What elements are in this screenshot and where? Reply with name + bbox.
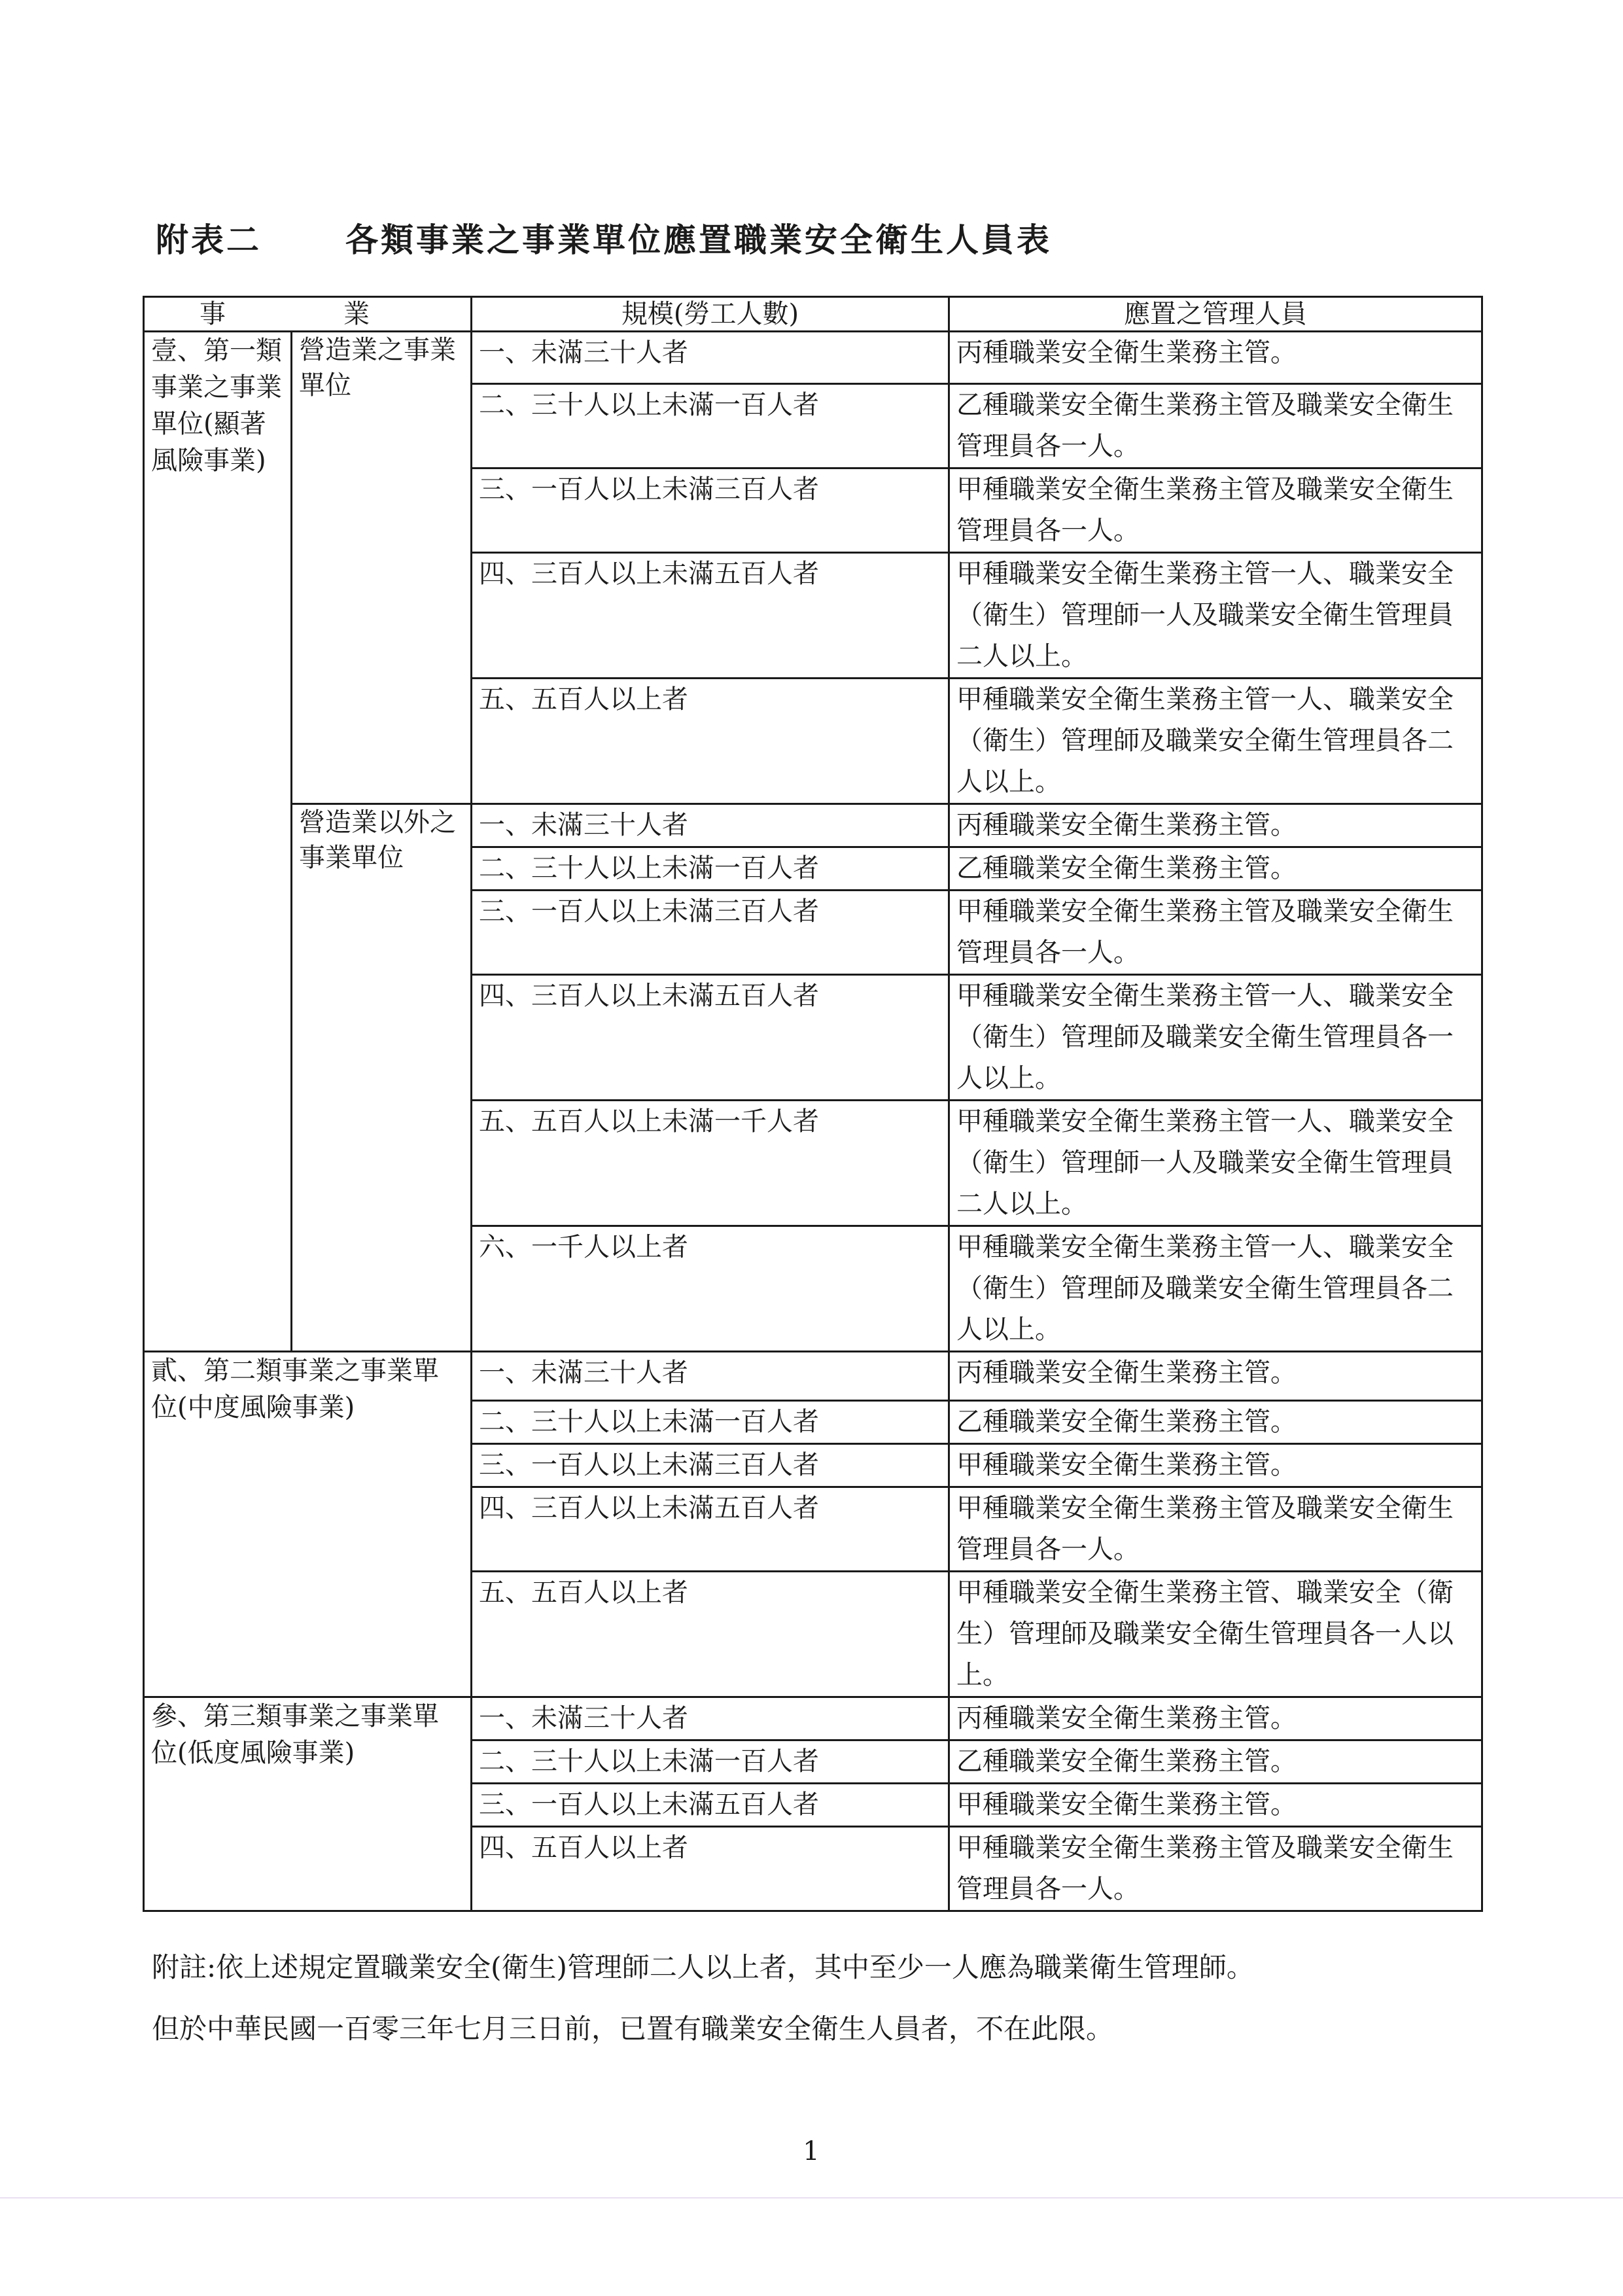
footnote-line-1: 附註:依上述規定置職業安全(衛生)管理師二人以上者，其中至少一人應為職業衛生管理師。 — [152, 1951, 1254, 1983]
staff-cell: 丙種職業安全衛生業務主管。 — [949, 804, 1482, 847]
staff-cell: 甲種職業安全衛生業務主管。 — [949, 1444, 1482, 1487]
appendix-tag: 附表二 — [156, 221, 262, 259]
staff-cell: 甲種職業安全衛生業務主管、職業安全（衛生）管理師及職業安全衛生管理員各一人以上。 — [949, 1572, 1482, 1697]
scale-cell: 三、一百人以上未滿五百人者 — [472, 1784, 949, 1827]
scale-cell: 四、三百人以上未滿五百人者 — [472, 553, 949, 679]
scale-cell: 一、未滿三十人者 — [472, 1352, 949, 1401]
staff-cell: 乙種職業安全衛生業務主管。 — [949, 847, 1482, 891]
staff-cell: 甲種職業安全衛生業務主管一人、職業安全（衛生）管理師一人及職業安全衛生管理員二人以上。 — [949, 553, 1482, 679]
staff-cell: 丙種職業安全衛生業務主管。 — [949, 1697, 1482, 1740]
staff-cell: 甲種職業安全衛生業務主管一人、職業安全（衛生）管理師及職業安全衛生管理員各一人以上。 — [949, 975, 1482, 1101]
category-2-label: 貳、第二類事業之事業單位(中度風險事業) — [144, 1352, 472, 1697]
scale-cell: 五、五百人以上者 — [472, 679, 949, 804]
staff-cell: 丙種職業安全衛生業務主管。 — [949, 332, 1482, 384]
category-1-label: 壹、第一類事業之事業單位(顯著風險事業) — [144, 332, 292, 1352]
scale-cell: 二、三十人以上未滿一百人者 — [472, 1740, 949, 1784]
page-bottom-rule — [0, 2197, 1623, 2199]
staff-cell: 乙種職業安全衛生業務主管及職業安全衛生管理員各一人。 — [949, 384, 1482, 468]
staff-cell: 甲種職業安全衛生業務主管及職業安全衛生管理員各一人。 — [949, 891, 1482, 975]
scale-cell: 一、未滿三十人者 — [472, 804, 949, 847]
table-row — [144, 1352, 1482, 1401]
staff-cell: 甲種職業安全衛生業務主管一人、職業安全（衛生）管理師一人及職業安全衛生管理員二人以上。 — [949, 1101, 1482, 1226]
staffing-table — [143, 296, 1483, 1912]
scale-cell: 三、一百人以上未滿三百人者 — [472, 891, 949, 975]
scale-cell: 五、五百人以上未滿一千人者 — [472, 1101, 949, 1226]
staff-cell: 甲種職業安全衛生業務主管。 — [949, 1784, 1482, 1827]
header-scale: 規模(勞工人數) — [472, 297, 949, 332]
table-header-row — [144, 297, 1482, 332]
scale-cell: 二、三十人以上未滿一百人者 — [472, 847, 949, 891]
staff-cell: 甲種職業安全衛生業務主管一人、職業安全（衛生）管理師及職業安全衛生管理員各二人以上。 — [949, 679, 1482, 804]
staff-cell: 乙種職業安全衛生業務主管。 — [949, 1401, 1482, 1444]
staff-cell: 甲種職業安全衛生業務主管及職業安全衛生管理員各一人。 — [949, 1827, 1482, 1911]
scale-cell: 二、三十人以上未滿一百人者 — [472, 384, 949, 468]
scale-cell: 四、五百人以上者 — [472, 1827, 949, 1911]
table-row — [144, 332, 1482, 384]
scale-cell: 五、五百人以上者 — [472, 1572, 949, 1697]
staff-cell: 丙種職業安全衛生業務主管。 — [949, 1352, 1482, 1401]
staff-cell: 甲種職業安全衛生業務主管及職業安全衛生管理員各一人。 — [949, 1487, 1482, 1572]
footnote-line-2: 但於中華民國一百零三年七月三日前，已置有職業安全衛生人員者，不在此限。 — [152, 2013, 1114, 2045]
page-number: 1 — [803, 2136, 820, 2166]
table-row — [144, 804, 1482, 847]
table-row — [144, 1697, 1482, 1740]
scale-cell: 六、一千人以上者 — [472, 1226, 949, 1352]
scale-cell: 一、未滿三十人者 — [472, 1697, 949, 1740]
staff-cell: 甲種職業安全衛生業務主管一人、職業安全（衛生）管理師及職業安全衛生管理員各二人以上。 — [949, 1226, 1482, 1352]
scale-cell: 四、三百人以上未滿五百人者 — [472, 1487, 949, 1572]
group-construction-label: 營造業之事業單位 — [292, 332, 472, 804]
scale-cell: 一、未滿三十人者 — [472, 332, 949, 384]
footnote — [152, 1937, 1480, 2060]
category-3-label: 參、第三類事業之事業單位(低度風險事業) — [144, 1697, 472, 1911]
header-staff: 應置之管理人員 — [949, 297, 1482, 332]
page-title — [156, 208, 1052, 267]
scale-cell: 四、三百人以上未滿五百人者 — [472, 975, 949, 1101]
scale-cell: 三、一百人以上未滿三百人者 — [472, 468, 949, 553]
staff-cell: 乙種職業安全衛生業務主管。 — [949, 1740, 1482, 1784]
scale-cell: 二、三十人以上未滿一百人者 — [472, 1401, 949, 1444]
title-text: 各類事業之事業單位應置職業安全衛生人員表 — [345, 221, 1052, 259]
header-business: 事 業 — [144, 297, 472, 332]
scale-cell: 三、一百人以上未滿三百人者 — [472, 1444, 949, 1487]
staff-cell: 甲種職業安全衛生業務主管及職業安全衛生管理員各一人。 — [949, 468, 1482, 553]
group-nonconstruction-label: 營造業以外之事業單位 — [292, 804, 472, 1352]
